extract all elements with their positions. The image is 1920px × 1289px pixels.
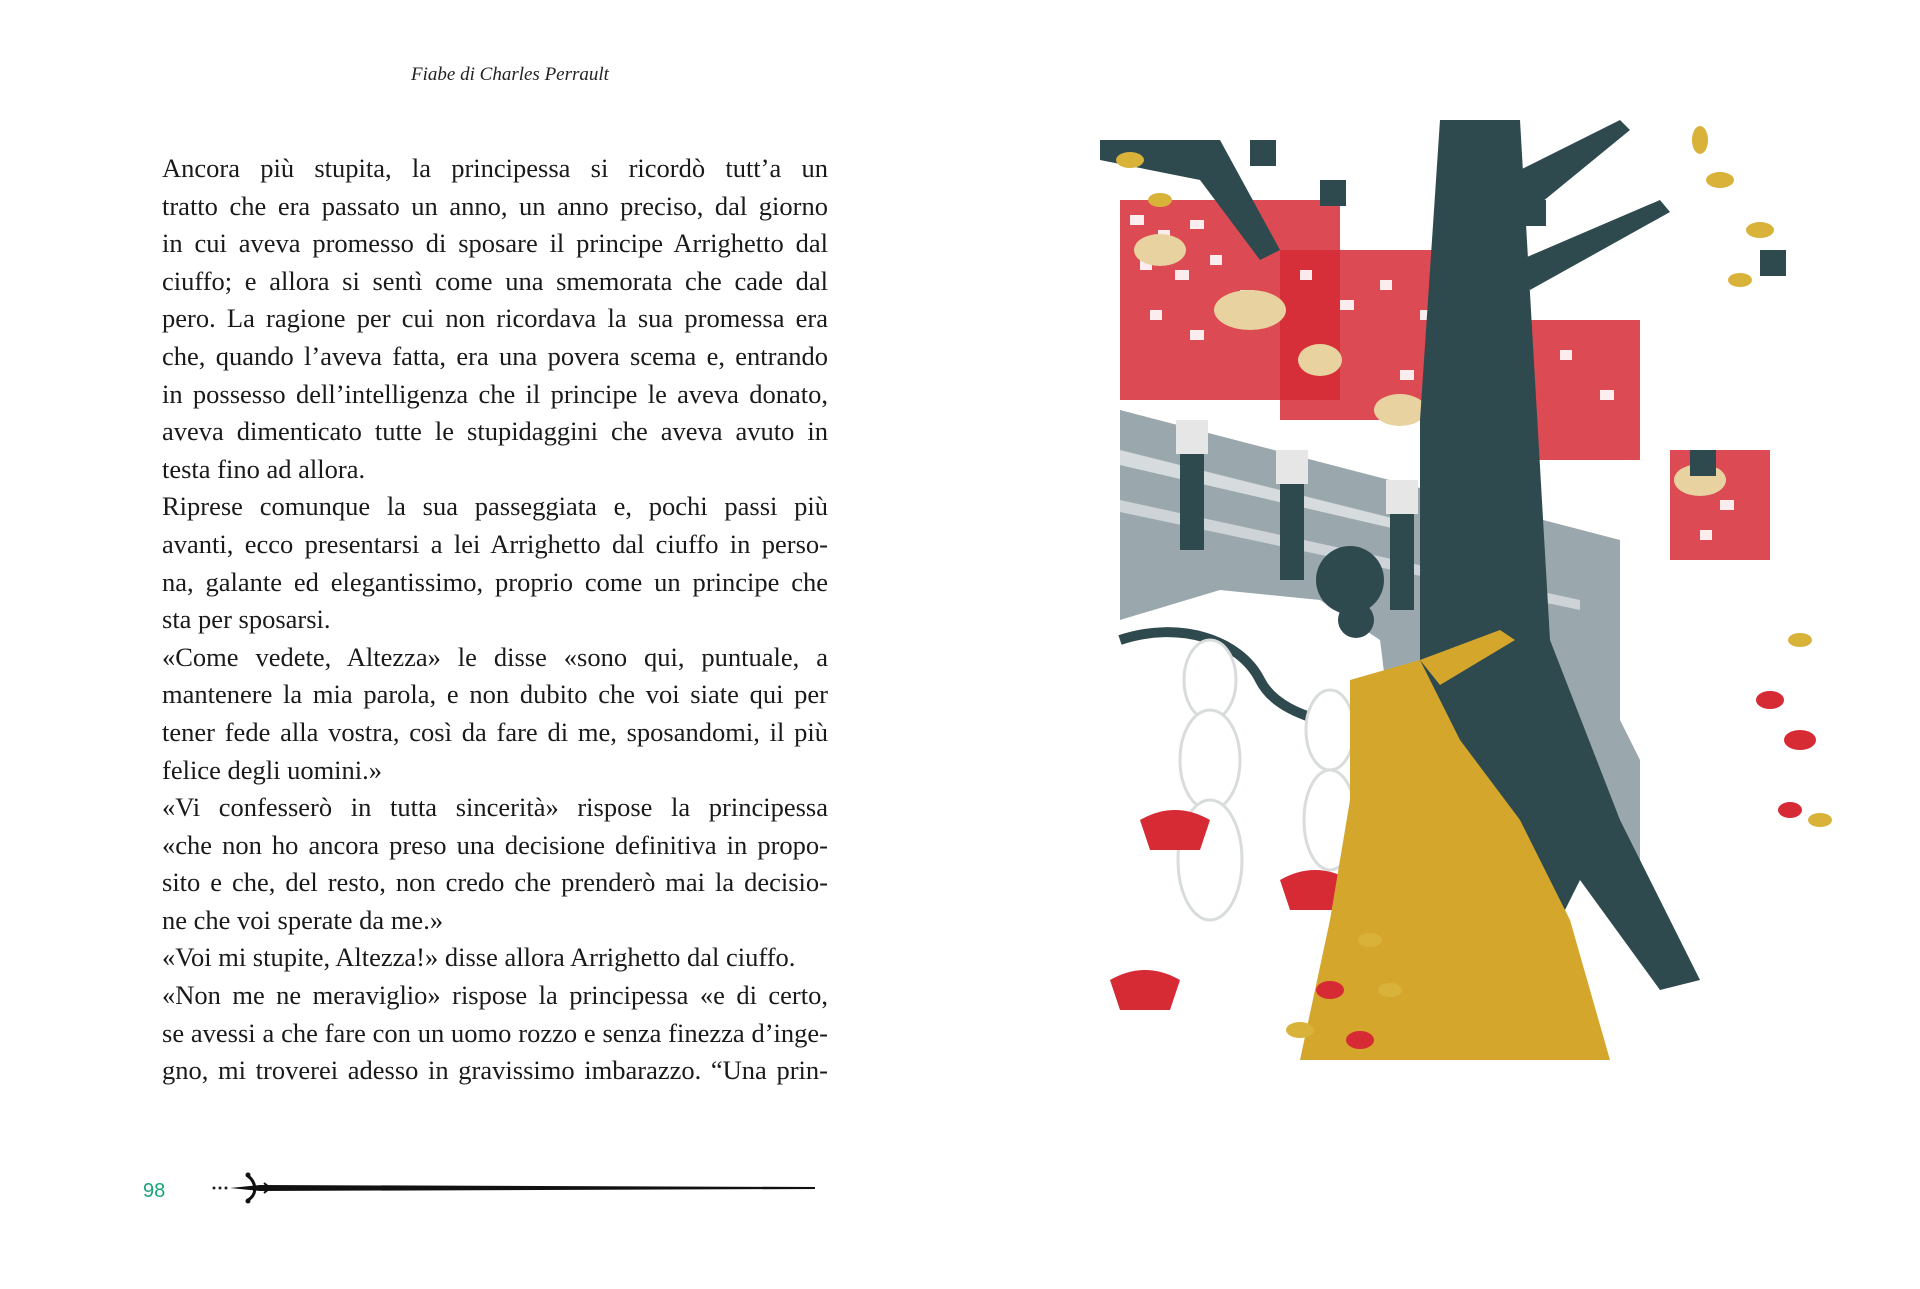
text-line: che, quando l’aveva fatta, era una povera scema e, entrando bbox=[162, 340, 828, 371]
illustration bbox=[1100, 120, 1860, 1120]
text-line: sta per sposarsi. bbox=[162, 604, 331, 635]
text-line: ciuffo; e allora si sentì come una smemorata che cade dal bbox=[162, 265, 828, 296]
text-line: aveva dimenticato tutte le stupidaggini che aveva avuto in bbox=[162, 416, 828, 447]
text-line: «Non me ne meraviglio» rispose la principessa «e di certo, bbox=[162, 980, 828, 1011]
paragraph bbox=[143, 977, 828, 1090]
text-line: in possesso dell’intelligenza che il principe le aveva donato, bbox=[162, 378, 828, 409]
text-line: pero. La ragione per cui non ricordava la sua promessa era bbox=[162, 303, 828, 334]
text-line: ne che voi sperate da me.» bbox=[162, 904, 444, 935]
text-line: in cui aveva promesso di sposare il principe Arrighetto dal bbox=[162, 228, 828, 259]
text-line: gno, mi troverei adesso in gravissimo imbarazzo. “Una prin- bbox=[162, 1055, 828, 1086]
text-line: «che non ho ancora preso una decisione definitiva in propo- bbox=[162, 829, 828, 860]
paragraph bbox=[143, 939, 828, 977]
text-line: tratto che era passato un anno, un anno preciso, dal giorno bbox=[162, 190, 828, 221]
text-line: Riprese comunque la sua passeggiata e, pochi passi più bbox=[162, 491, 828, 522]
text-line: na, galante ed elegantissimo, proprio come un principe che bbox=[162, 566, 828, 597]
sword-ornament bbox=[210, 1172, 820, 1204]
paragraph bbox=[143, 488, 828, 638]
text-line: felice degli uomini.» bbox=[162, 754, 383, 785]
page-number: 98 bbox=[143, 1180, 166, 1202]
body-text bbox=[143, 150, 828, 1090]
text-line: tener fede alla vostra, così da fare di me, sposandomi, il più bbox=[162, 716, 828, 747]
paragraph bbox=[143, 639, 828, 789]
text-line: se avessi a che fare con un uomo rozzo e senza finezza d’inge- bbox=[162, 1017, 828, 1048]
text-line: avanti, ecco presentarsi a lei Arrighetto dal ciuffo in perso- bbox=[162, 528, 828, 559]
text-line: mantenere la mia parola, e non dubito che voi siate qui per bbox=[162, 679, 828, 710]
text-line: «Voi mi stupite, Altezza!» disse allora Arrighetto dal ciuffo. bbox=[162, 942, 796, 973]
paragraph bbox=[143, 789, 828, 939]
text-line: «Vi confesserò in tutta sincerità» rispose la principessa bbox=[162, 792, 828, 823]
paragraph bbox=[143, 150, 828, 488]
text-line: sito e che, del resto, non credo che prenderò mai la decisio- bbox=[162, 867, 828, 898]
text-line: testa fino ad allora. bbox=[162, 453, 366, 484]
text-line: Ancora più stupita, la principessa si ricordò tutt’a un bbox=[162, 153, 828, 183]
text-line: «Come vedete, Altezza» le disse «sono qui, puntuale, a bbox=[162, 641, 828, 672]
running-head: Fiabe di Charles Perrault bbox=[411, 64, 609, 85]
